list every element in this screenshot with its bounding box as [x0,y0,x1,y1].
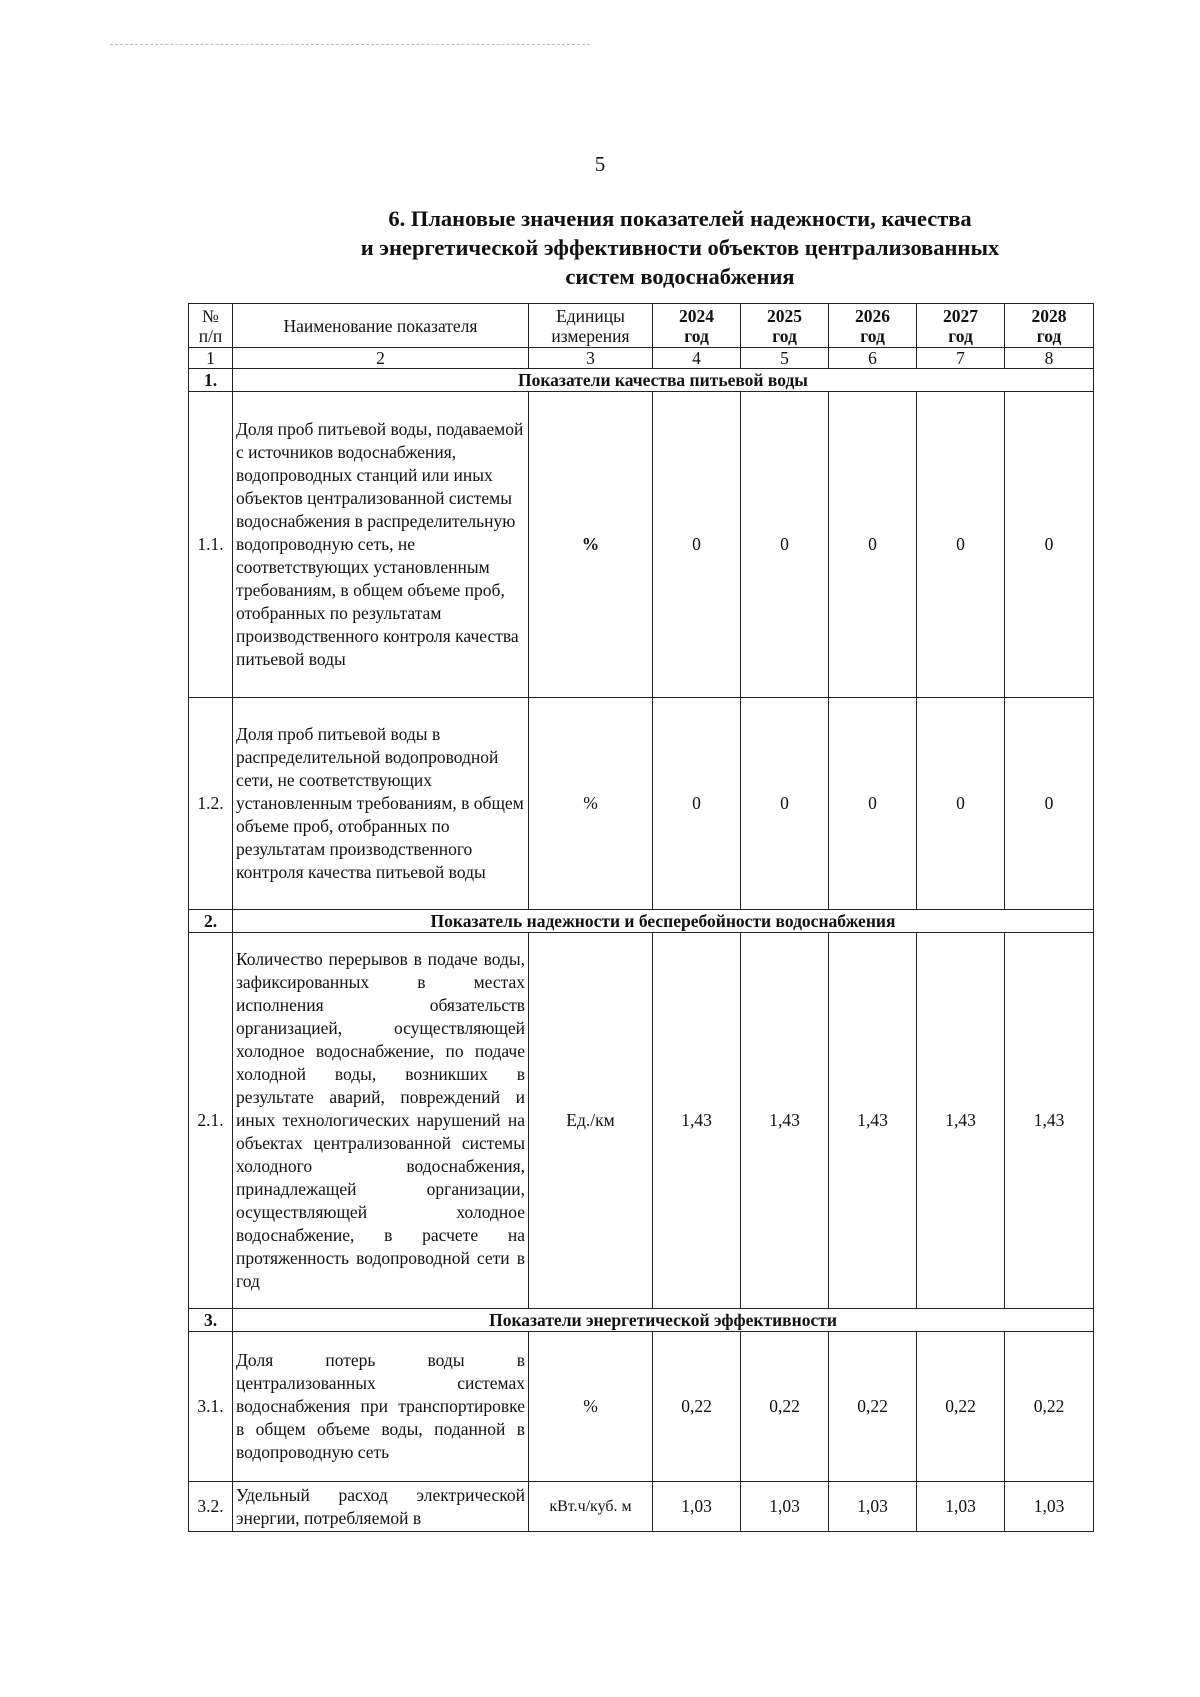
section-title: Показатель надежности и бесперебойности водоснабжения [233,910,1094,933]
value-2026: 0 [829,698,917,910]
table-row [189,1332,1094,1482]
row-number: 3.2. [189,1482,233,1532]
header-year-2028 [1005,304,1094,348]
value-2025: 1,03 [741,1482,829,1532]
indicator-name: Удельный расход электрической энергии, потребляемой в [233,1482,529,1532]
section-number: 2. [189,910,233,933]
value-2027: 0,22 [917,1332,1005,1482]
value-2025: 0 [741,698,829,910]
value-2028: 0,22 [1005,1332,1094,1482]
title-line-2: и энергетической эффективности объектов централизованных [360,235,1000,260]
header-unit [529,304,653,348]
row-number: 2.1. [189,933,233,1309]
indicator-name: Доля потерь воды в централизованных системах водоснабжения при транспортировке в общем объеме воды, поданной в водопроводную сеть [233,1332,529,1482]
section-row [189,910,1094,933]
row-number: 3.1. [189,1332,233,1482]
value-2027: 1,03 [917,1482,1005,1532]
indicator-name: Доля проб питьевой воды в распределительной водопроводной сети, не соответствующих установленным требованиям, в общем объеме проб, отобранных по результатам производственного контроля качества питьевой воды [233,698,529,910]
value-2026: 0 [829,392,917,698]
value-2024: 1,03 [653,1482,741,1532]
indicator-unit: % [529,392,653,698]
value-2028: 1,43 [1005,933,1094,1309]
year-label: 2025 [767,305,802,326]
header-unit-line1: Единицы [556,305,625,326]
value-2025: 1,43 [741,933,829,1309]
column-number: 5 [741,348,829,369]
column-numbers-row [189,348,1094,369]
indicators-table [188,303,1094,1532]
column-number: 8 [1005,348,1094,369]
year-label: 2024 [679,305,714,326]
table-row [189,698,1094,910]
value-2027: 0 [917,698,1005,910]
section-number: 3. [189,1309,233,1332]
indicator-name: Количество перерывов в подаче воды, зафиксированных в местах исполнения обязательств организацией, осуществляющей холодное водоснабжение, по подаче холодной воды, возникших в результате аварий, повреждений и иных технологических нарушений на объектах централизованной системы холодного водоснабжения, принадлежащей организации, осуществляющей холодное водоснабжение, в расчете на протяженность водопроводной сети в год [233,933,529,1309]
value-2027: 1,43 [917,933,1005,1309]
title-line-1: 6. Плановые значения показателей надежности, качества [388,206,972,231]
header-row [189,304,1094,348]
title-line-3: систем водоснабжения [565,264,795,289]
year-label: 2028 [1031,305,1067,326]
column-number: 4 [653,348,741,369]
row-number: 1.1. [189,392,233,698]
value-2024: 0,22 [653,1332,741,1482]
value-2028: 0 [1005,392,1094,698]
column-number: 1 [189,348,233,369]
column-number: 2 [233,348,529,369]
table-row [189,1482,1094,1532]
indicator-unit: Ед./км [529,933,653,1309]
value-2025: 0,22 [741,1332,829,1482]
indicator-name: Доля проб питьевой воды, подаваемой с источников водоснабжения, водопроводных станций или иных объектов централизованной системы водоснабжения в распределительную водопроводную сеть, не соответствующих установленным требованиям, в общем объеме проб, отобранных по результатам производственного контроля качества питьевой воды [233,392,529,698]
indicator-unit: % [529,1332,653,1482]
year-label: 2027 [943,305,978,326]
year-suffix: год [860,325,885,346]
scan-artifact-line [110,44,590,45]
header-year-2026 [829,304,917,348]
column-number: 6 [829,348,917,369]
year-suffix: год [772,325,797,346]
value-2026: 0,22 [829,1332,917,1482]
page-number: 5 [594,152,606,176]
header-name: Наименование показателя [233,304,529,348]
indicator-unit: % [529,698,653,910]
value-2024: 0 [653,392,741,698]
value-2025: 0 [741,392,829,698]
value-2024: 1,43 [653,933,741,1309]
header-num-line2: п/п [198,325,223,346]
section-number: 1. [189,369,233,392]
header-num [189,304,233,348]
value-2024: 0 [653,698,741,910]
section-title: Показатели качества питьевой воды [233,369,1094,392]
indicator-unit: кВт.ч/куб. м [529,1482,653,1532]
header-num-line1: № [202,305,219,326]
row-number: 1.2. [189,698,233,910]
column-number: 3 [529,348,653,369]
document-title [300,204,1060,291]
value-2028: 0 [1005,698,1094,910]
year-suffix: год [684,325,709,346]
header-year-2027 [917,304,1005,348]
value-2028: 1,03 [1005,1482,1094,1532]
year-label: 2026 [855,305,890,326]
table-row [189,392,1094,698]
header-year-2024 [653,304,741,348]
value-2026: 1,43 [829,933,917,1309]
section-title: Показатели энергетической эффективности [233,1309,1094,1332]
header-unit-line2: измерения [551,325,630,346]
section-row [189,369,1094,392]
table-row [189,933,1094,1309]
section-row [189,1309,1094,1332]
year-suffix: год [1036,325,1062,346]
year-suffix: год [948,325,973,346]
value-2026: 1,03 [829,1482,917,1532]
column-number: 7 [917,348,1005,369]
value-2027: 0 [917,392,1005,698]
header-year-2025 [741,304,829,348]
